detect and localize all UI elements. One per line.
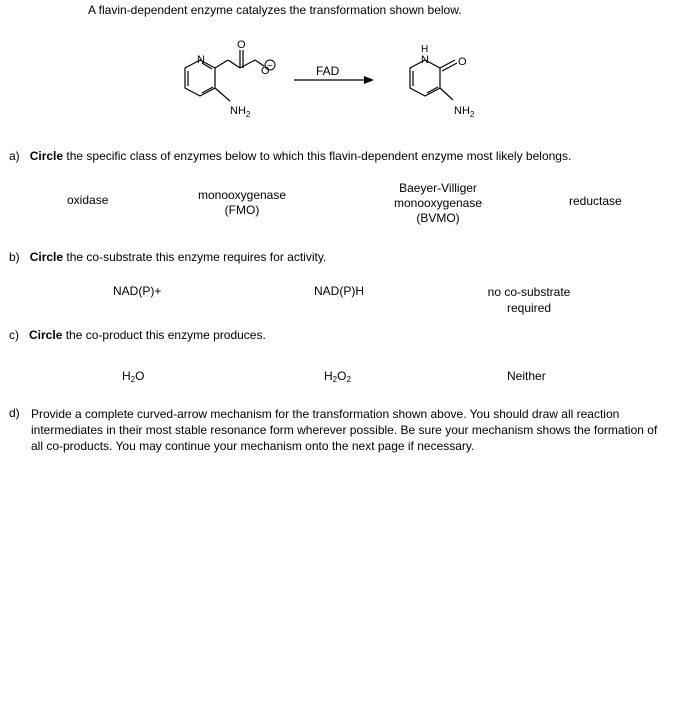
option-nadph[interactable]: NAD(P)H [314,284,364,298]
option-no-cosubstrate[interactable] [474,284,584,316]
option-bvmo-line1: Baeyer-Villiger [399,181,477,195]
question-a [9,149,571,163]
question-c-verb: Circle [29,328,63,342]
question-a-label: a) [9,149,20,163]
option-neither[interactable]: Neither [507,369,546,383]
reactant-carboxylate-o: O [261,65,270,77]
intro-text: A flavin-dependent enzyme catalyzes the transformation shown below. [88,3,462,17]
option-fmo[interactable] [182,188,302,218]
option-bvmo-line3: (BVMO) [416,211,460,225]
option-bvmo-line2: monooxygenase [393,196,483,210]
option-oxidase[interactable]: oxidase [67,193,109,207]
question-a-verb: Circle [29,149,64,163]
question-c-text: the co-product this enzyme produces. [62,328,266,342]
product-ring-n: N [421,54,429,66]
option-no-cosubstrate-line1: no co-substrate [487,285,571,299]
question-c [9,328,266,342]
product-amino: $NH_2$ [454,105,475,119]
question-c-label: c) [9,328,19,342]
question-b-label: b) [9,250,20,264]
option-water[interactable]: $H_2O$ [122,369,145,384]
question-a-text: the specific class of enzymes below to which this flavin-dependent enzyme most likely belongs. [63,149,572,163]
reaction-scheme [160,38,500,128]
reagent-fad: FAD [316,64,340,78]
option-no-cosubstrate-line2: required [506,301,552,315]
product-carbonyl-o: O [458,56,467,68]
product-ring-h: H [421,44,429,55]
question-d-text: Provide a complete curved-arrow mechanism for the transformation shown above. You should draw all reaction intermediates in their most stable resonance form wherever possible. Be sure your mechanism shows the formation of all co-products. You may continue your mechanism onto the next page if necessary. [31,407,658,453]
option-fmo-line1: monooxygenase [197,188,287,202]
option-nadp-plus[interactable]: NAD(P)+ [113,284,162,298]
reactant-amino: $NH_2$ [230,105,251,119]
reactant-charge: − [267,61,273,72]
question-b-text: the co-substrate this enzyme requires for activity. [63,250,327,264]
reactant-ring-n: N [197,54,205,66]
option-hydrogen-peroxide[interactable]: $H_2O_2$ [324,369,351,384]
option-fmo-line2: (FMO) [224,203,260,217]
option-reductase[interactable]: reductase [569,194,622,208]
question-b [9,250,326,264]
question-b-verb: Circle [29,250,64,264]
option-bvmo[interactable] [378,181,498,226]
reactant-ketone-o: O [237,39,246,51]
question-d-label: d) [9,406,20,420]
